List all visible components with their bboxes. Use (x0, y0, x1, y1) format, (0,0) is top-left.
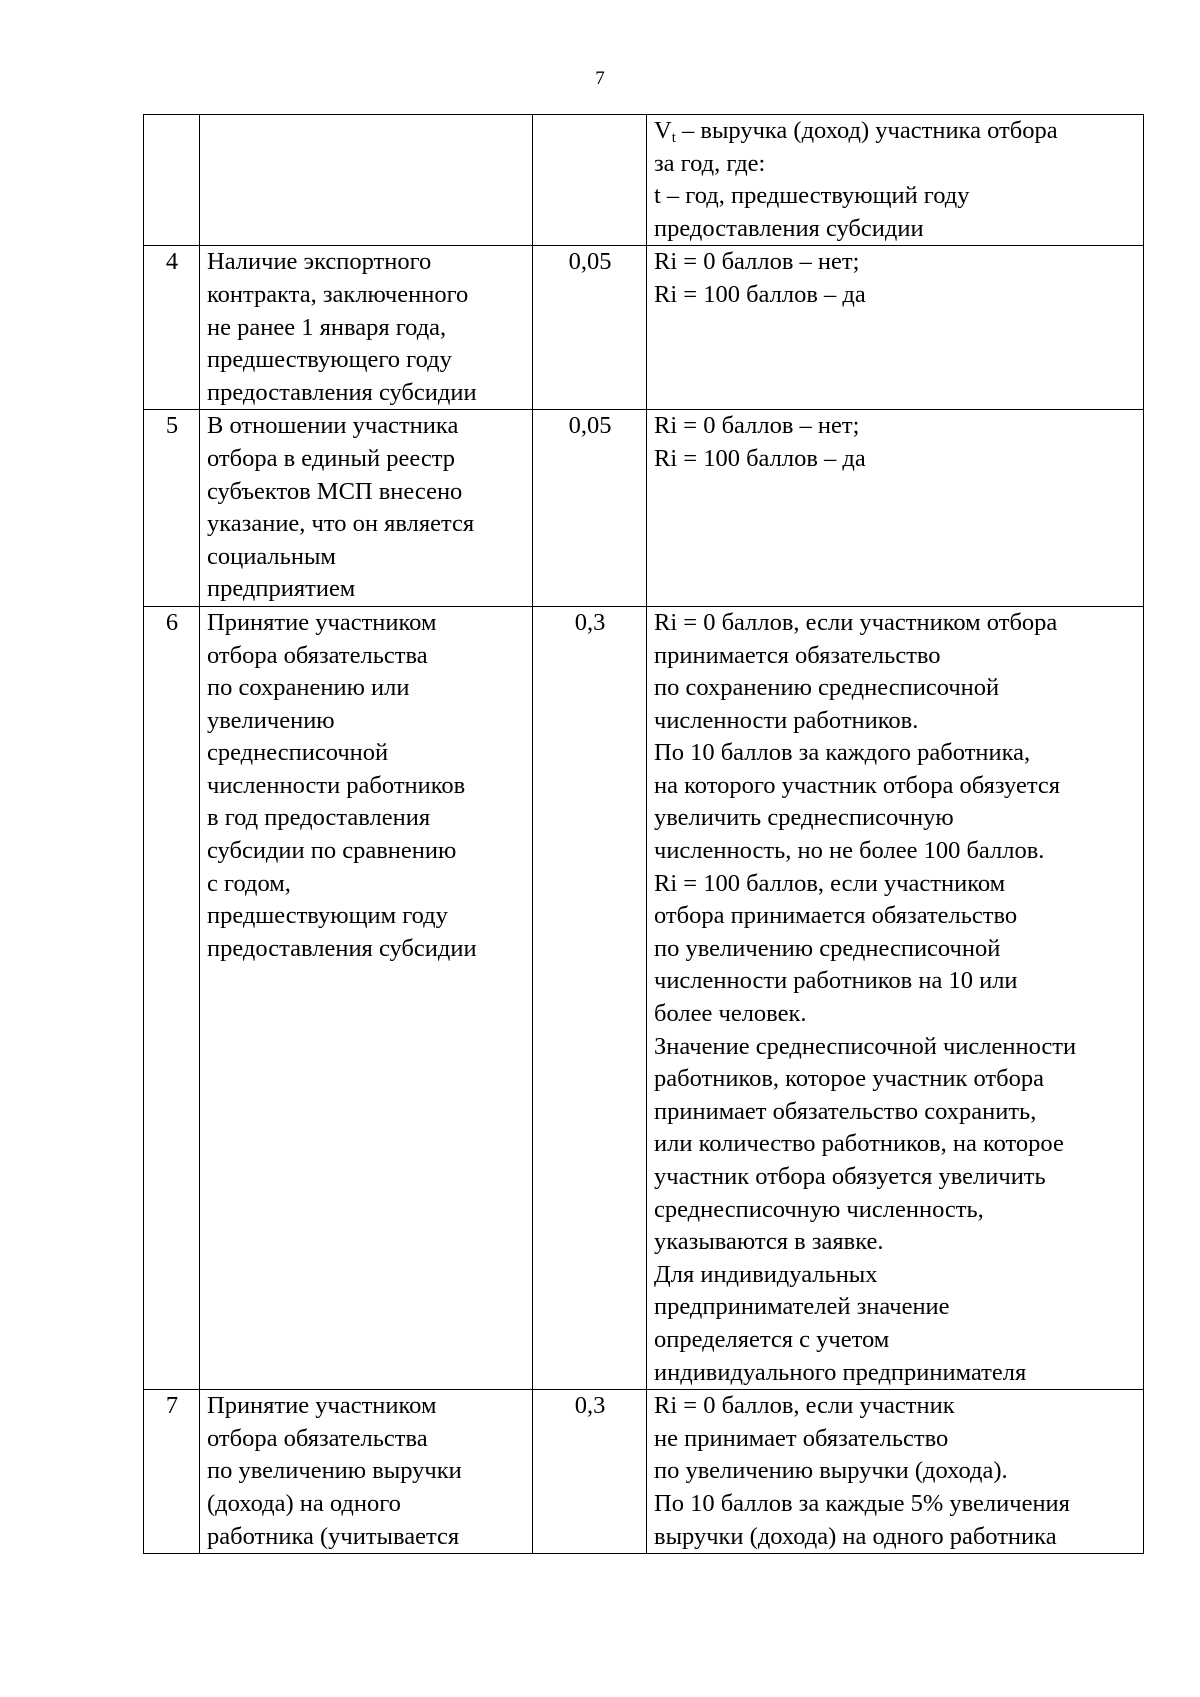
table-row (144, 246, 1144, 410)
scoring-line: предоставления субсидии (654, 214, 924, 242)
scoring-line: увеличить среднесписочную (654, 804, 954, 832)
criterion-number (144, 115, 200, 246)
criterion-name-line: по сохранению или (207, 674, 410, 702)
table-row (144, 606, 1144, 1389)
scoring-line: по увеличению выручки (дохода). (654, 1457, 1008, 1485)
criterion-weight: 0,05 (533, 246, 647, 410)
criterion-name-line: предоставления субсидии (207, 934, 477, 962)
criterion-name-line: (дохода) на одного (207, 1489, 401, 1517)
scoring-formula-line (654, 115, 1137, 148)
criterion-number: 5 (144, 410, 200, 607)
scoring-line: участник отбора обязуется увеличить (654, 1163, 1046, 1190)
scoring-line: Ri = 0 баллов, если участником отбора (654, 608, 1058, 636)
criterion-name (200, 606, 533, 1389)
formula-subscript: t (671, 130, 676, 146)
criterion-name-line: предоставления субсидии (207, 378, 477, 406)
scoring-line: Ri = 0 баллов, если участник (654, 1392, 955, 1420)
criterion-name-line: работника (учитывается (207, 1522, 460, 1550)
scoring-line: определяется с учетом (654, 1325, 890, 1353)
criterion-name-line: с годом, (207, 869, 291, 897)
scoring-line: на которого участник отбора обязуется (654, 771, 1061, 799)
criterion-name-line: в год предоставления (207, 804, 431, 832)
scoring-line: По 10 баллов за каждого работника, (654, 739, 1031, 767)
criterion-scoring (647, 1390, 1144, 1554)
criterion-name-line: отбора в единый реестр (207, 444, 455, 472)
criterion-name-line: социальным (207, 542, 336, 570)
scoring-line: принимается обязательство (654, 641, 941, 669)
criterion-name-line: Принятие участником (207, 1392, 437, 1420)
scoring-line: работников, которое участник отбора (654, 1065, 1044, 1093)
criterion-weight: 0,05 (533, 410, 647, 607)
scoring-line: по сохранению среднесписочной (654, 674, 1000, 702)
scoring-line: индивидуального предпринимателя (654, 1358, 1027, 1386)
criterion-name-line: указание, что он является (207, 510, 475, 538)
scoring-line: отбора принимается обязательство (654, 902, 1018, 930)
criteria-table (143, 114, 1144, 1554)
criterion-scoring (647, 246, 1144, 410)
criterion-name (200, 410, 533, 607)
criterion-name (200, 246, 533, 410)
criterion-name-line: не ранее 1 января года, (207, 313, 447, 341)
criterion-name-line: субсидии по сравнению (207, 837, 457, 865)
page-number: 7 (595, 68, 605, 89)
scoring-line: предпринимателей значение (654, 1293, 950, 1321)
scoring-line: численности работников. (654, 706, 919, 734)
criterion-name-line: среднесписочной (207, 739, 389, 767)
criterion-name-line: Наличие экспортного (207, 248, 432, 276)
scoring-line: за год, где: (654, 149, 766, 177)
criterion-name (200, 115, 533, 246)
criterion-name-line: численности работников (207, 771, 466, 799)
scoring-line: среднесписочную численность, (654, 1195, 984, 1223)
scoring-line: выручки (дохода) на одного работника (654, 1522, 1057, 1550)
scoring-line: Значение среднесписочной численности (654, 1032, 1077, 1060)
table-row (144, 410, 1144, 607)
criterion-number: 7 (144, 1390, 200, 1554)
criterion-weight: 0,3 (533, 1390, 647, 1554)
criteria-table-body (144, 115, 1144, 1554)
scoring-line: не принимает обязательство (654, 1424, 949, 1452)
criterion-name-line: отбора обязательства (207, 641, 428, 669)
criterion-name-line: предприятием (207, 575, 356, 603)
criterion-name-line: предшествующего году (207, 346, 452, 374)
scoring-line: Для индивидуальных (654, 1260, 878, 1288)
scoring-line: более человек. (654, 1000, 807, 1028)
scoring-line: Ri = 100 баллов, если участником (654, 869, 1006, 897)
criterion-number: 6 (144, 606, 200, 1389)
criterion-name-line: субъектов МСП внесено (207, 477, 463, 505)
formula-variable: V (654, 117, 672, 144)
scoring-line: t – год, предшествующий году (654, 182, 970, 210)
scoring-line: принимает обязательство сохранить, (654, 1097, 1037, 1125)
scoring-line: По 10 баллов за каждые 5% увеличения (654, 1489, 1070, 1517)
criterion-name-line: В отношении участника (207, 412, 459, 440)
criterion-weight: 0,3 (533, 606, 647, 1389)
criterion-name-line: контракта, заключенного (207, 280, 469, 308)
criterion-name-line: предшествующим году (207, 902, 448, 930)
scoring-line: указываются в заявке. (654, 1228, 884, 1256)
scoring-line: Ri = 0 баллов – нет; (654, 412, 860, 440)
criterion-scoring (647, 410, 1144, 607)
criterion-scoring (647, 606, 1144, 1389)
formula-description: – выручка (доход) участника отбора (675, 117, 1058, 144)
criterion-weight (533, 115, 647, 246)
criterion-name-line: увеличению (207, 706, 335, 734)
scoring-line: или количество работников, на которое (654, 1130, 1064, 1158)
criterion-name-line: Принятие участником (207, 608, 437, 636)
scoring-line: Ri = 100 баллов – да (654, 444, 866, 472)
table-row (144, 1390, 1144, 1554)
criterion-name-line: по увеличению выручки (207, 1457, 462, 1485)
scoring-line: численности работников на 10 или (654, 967, 1018, 995)
criterion-scoring (647, 115, 1144, 246)
scoring-line: Ri = 0 баллов – нет; (654, 248, 860, 276)
scoring-line: по увеличению среднесписочной (654, 934, 1001, 962)
scoring-line: численность, но не более 100 баллов. (654, 837, 1045, 865)
criterion-name (200, 1390, 533, 1554)
table-row (144, 115, 1144, 246)
criterion-number: 4 (144, 246, 200, 410)
scoring-line: Ri = 100 баллов – да (654, 280, 866, 308)
criterion-name-line: отбора обязательства (207, 1424, 428, 1452)
